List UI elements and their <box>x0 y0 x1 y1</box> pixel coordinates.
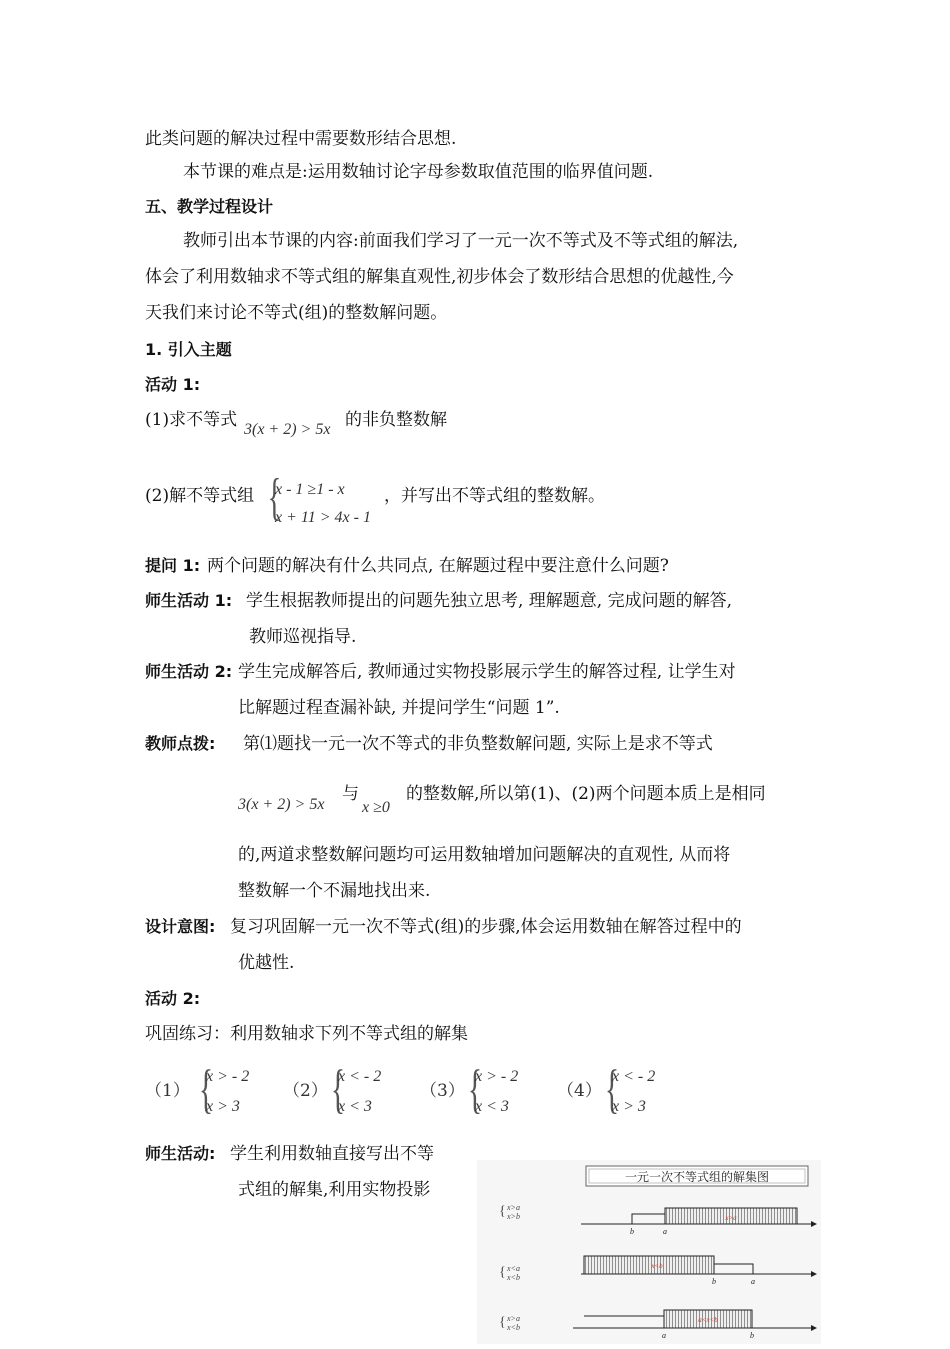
label: 师生活动: <box>145 1144 216 1163</box>
inequality-system <box>283 1059 403 1122</box>
row-system-2: x>b <box>507 1212 520 1221</box>
math-expression: 3(x + 2) > 5x <box>244 421 331 438</box>
point-label: a <box>662 1331 666 1340</box>
row-system-1: x>a <box>507 1203 520 1212</box>
svg-text:{: { <box>499 1265 506 1280</box>
point-label: b <box>750 1331 754 1340</box>
region-label: x<b <box>651 1262 663 1270</box>
question-prefix: (2)解不等式组 <box>145 486 255 506</box>
system-row: x < - 2 <box>338 1068 382 1085</box>
paragraph-line: 天我们来讨论不等式(组)的整数解问题。 <box>145 303 448 323</box>
activity-heading: 活动 1: <box>145 375 201 394</box>
system-number: （1） <box>145 1081 190 1101</box>
paragraph-line: 体会了利用数轴求不等式组的解集直观性,初步体会了数形结合思想的优越性,今 <box>145 267 734 287</box>
question-suffix: 的非负整数解 <box>345 410 447 430</box>
paragraph-line: 此类问题的解决过程中需要数形结合思想. <box>145 129 457 149</box>
paragraph-line: 教师引出本节课的内容:前面我们学习了一元一次不等式及不等式组的解法, <box>183 231 739 251</box>
system-number: （2） <box>283 1081 328 1101</box>
point-label: a <box>663 1227 667 1236</box>
text: 学生根据教师提出的问题先独立思考, 理解题意, 完成问题的解答, <box>246 591 733 611</box>
math-expression: x ≥0 <box>362 799 390 816</box>
label: 教师点拨: <box>145 734 216 753</box>
paragraph-line: 本节课的难点是:运用数轴讨论字母参数取值范围的临界值问题. <box>183 162 654 182</box>
text: 的,两道求整数解问题均可运用数轴增加问题解决的直观性, 从而将 <box>238 845 731 865</box>
system-row: x < 3 <box>338 1098 372 1115</box>
system-number: （3） <box>420 1081 465 1101</box>
brace-icon: { <box>267 469 282 526</box>
text: 的整数解,所以第(1)、(2)两个问题本质上是相同 <box>406 784 766 804</box>
text: 两个问题的解决有什么共同点, 在解题过程中要注意什么问题? <box>207 556 669 576</box>
inequality-system <box>557 1059 677 1122</box>
question-prefix: (1)求不等式 <box>145 410 238 430</box>
inequality-system <box>145 1059 265 1122</box>
label: 师生活动 1: <box>145 591 233 610</box>
brace-icon: { <box>604 1059 620 1119</box>
solution-set-svg <box>477 1160 821 1344</box>
system-row: x > 3 <box>612 1098 646 1115</box>
label: 师生活动 2: <box>145 662 233 681</box>
activity-heading: 活动 2: <box>145 989 201 1008</box>
row-system-2: x<b <box>507 1323 520 1332</box>
brace-icon: { <box>330 1059 346 1119</box>
point-label: a <box>751 1277 755 1286</box>
text: 学生完成解答后, 教师通过实物投影展示学生的解答过程, 让学生对 <box>238 662 736 682</box>
point-label: b <box>630 1227 634 1236</box>
text: 优越性. <box>238 953 295 973</box>
row-system-2: x<b <box>507 1273 520 1282</box>
row-system-1: x>a <box>507 1314 520 1323</box>
diagram-row-2 <box>499 1256 817 1286</box>
row-system-1: x<a <box>507 1264 520 1273</box>
inequality-system <box>420 1059 540 1122</box>
system-row: x + 11 > 4x - 1 <box>275 509 371 526</box>
system-number: （4） <box>557 1081 602 1101</box>
brace-icon: { <box>467 1059 483 1119</box>
subsection-heading: 1. 引入主题 <box>145 340 232 359</box>
region-label: x>a <box>725 1214 737 1222</box>
text: 第⑴题找一元一次不等式的非负整数解问题, 实际上是求不等式 <box>243 734 713 754</box>
text: 学生利用数轴直接写出不等 <box>230 1144 434 1164</box>
label: 设计意图: <box>145 917 216 936</box>
system-row: x > - 2 <box>206 1068 250 1085</box>
diagram-title: 一元一次不等式组的解集图 <box>624 1170 770 1184</box>
question-suffix: ，并写出不等式组的整数解。 <box>384 486 605 506</box>
text: 巩固练习：利用数轴求下列不等式组的解集 <box>145 1024 468 1044</box>
point-label: b <box>712 1277 716 1286</box>
svg-text:{: { <box>499 1204 506 1219</box>
math-expression: 3(x + 2) > 5x <box>238 796 325 813</box>
system-row: x < 3 <box>475 1098 509 1115</box>
system-row: x < - 2 <box>612 1068 656 1085</box>
text: 复习巩固解一元一次不等式(组)的步骤,体会运用数轴在解答过程中的 <box>230 917 742 937</box>
svg-text:{: { <box>499 1315 506 1330</box>
solution-set-diagram <box>477 1160 821 1344</box>
brace-icon: { <box>198 1059 214 1119</box>
region-label: a<x<b <box>698 1316 718 1324</box>
diagram-row-1 <box>499 1203 817 1236</box>
text: 整数解一个不漏地找出来. <box>238 881 431 901</box>
label: 提问 1: <box>145 556 201 575</box>
system-row: x - 1 ≥1 - x <box>275 481 345 498</box>
text: 教师巡视指导. <box>249 627 357 647</box>
diagram-row-3 <box>499 1310 817 1340</box>
text: 式组的解集,利用实物投影 <box>238 1180 431 1200</box>
system-row: x > 3 <box>206 1098 240 1115</box>
section-heading: 五、教学过程设计 <box>145 197 274 216</box>
text: 与 <box>342 784 359 804</box>
system-row: x > - 2 <box>475 1068 519 1085</box>
text: 比解题过程查漏补缺, 并提问学生“问题 1”. <box>238 698 560 718</box>
